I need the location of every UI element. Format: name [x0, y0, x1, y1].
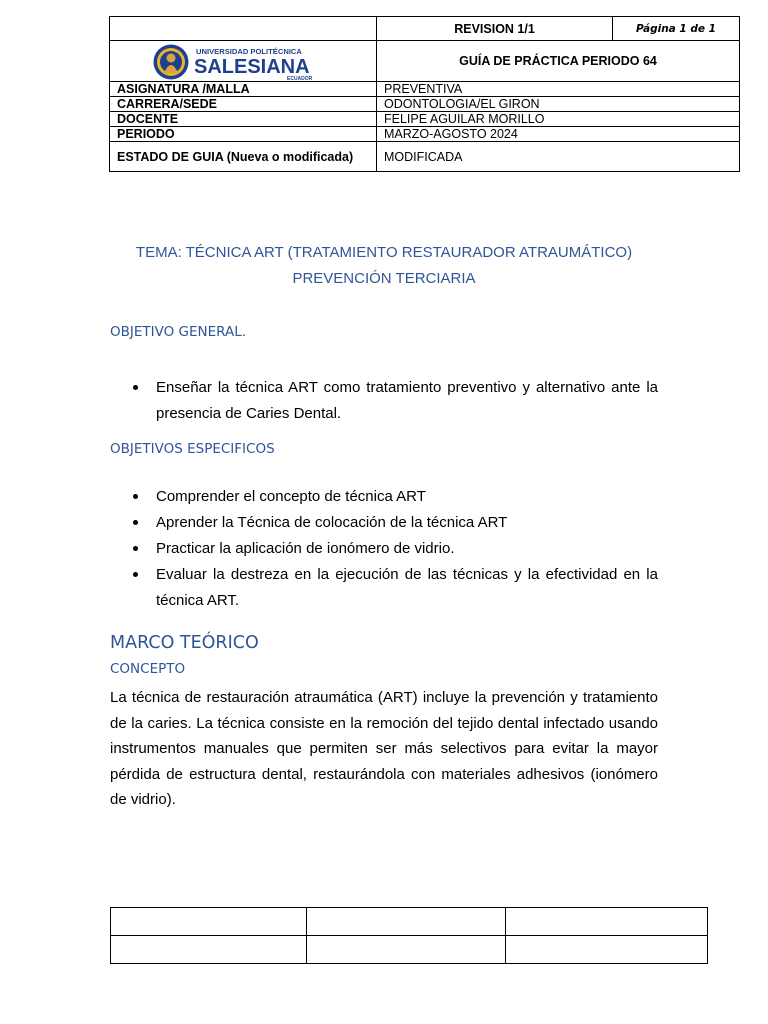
logo-line3: ECUADOR: [287, 76, 313, 81]
table-cell: [307, 908, 506, 936]
row-value-estado: MODIFICADA: [377, 142, 740, 172]
tema-line2: PREVENCIÓN TERCIARIA: [292, 270, 476, 287]
logo-line1: UNIVERSIDAD POLITÉCNICA: [196, 47, 302, 56]
table-cell: [111, 936, 307, 964]
table-cell: [307, 936, 506, 964]
revision-label: REVISION 1/1: [377, 17, 613, 41]
concepto-heading: CONCEPTO: [110, 661, 186, 677]
concepto-paragraph: La técnica de restauración atraumática (ART) incluye la prevención y tratamiento de la caries. La técnica consiste en la remoción del tejido dental infectado usando instrumentos manuales que permiten ser más selectivos para evitar la mayor pérdida de estructura dental, restaurándola con materiales adhesivos (ionómero de vidrio).: [110, 689, 658, 808]
bottom-table: [110, 907, 708, 964]
row-value-carrera: ODONTOLOGIA/EL GIRON: [377, 97, 740, 112]
list-item: Practicar la aplicación de ionómero de vidrio.: [110, 536, 658, 562]
list-item: Comprender el concepto de técnica ART: [110, 484, 658, 510]
table-cell: [506, 908, 708, 936]
row-value-docente: FELIPE AGUILAR MORILLO: [377, 112, 740, 127]
list-item: Evaluar la destreza en la ejecución de las técnicas y la efectividad en la técnica ART.: [110, 562, 658, 614]
objetivos-especificos-heading: OBJETIVOS ESPECIFICOS: [110, 441, 275, 457]
row-label-docente: DOCENTE: [110, 112, 377, 127]
list-item: Enseñar la técnica ART como tratamiento preventivo y alternativo ante la presencia de Caries Dental.: [110, 375, 658, 427]
logo-line2: SALESIANA: [194, 56, 310, 78]
marco-teorico-heading: MARCO TEÓRICO: [110, 633, 259, 653]
salesian-seal-icon: [154, 45, 189, 80]
row-value-periodo: MARZO-AGOSTO 2024: [377, 127, 740, 142]
header-empty-cell: [110, 17, 377, 41]
row-value-asignatura: PREVENTIVA: [377, 82, 740, 97]
row-label-asignatura: ASIGNATURA /MALLA: [110, 82, 377, 97]
table-cell: [506, 936, 708, 964]
row-label-carrera: CARRERA/SEDE: [110, 97, 377, 112]
guide-title: GUÍA DE PRÁCTICA PERIODO 64: [377, 41, 740, 82]
university-logo: [152, 43, 318, 81]
logo-cell: [110, 41, 377, 82]
objetivo-general-list: [110, 375, 658, 427]
objetivos-especificos-list: [110, 484, 658, 614]
tema-line1: TEMA: TÉCNICA ART (TRATAMIENTO RESTAURADOR ATRAUMÁTICO): [135, 244, 633, 261]
row-label-estado: ESTADO DE GUIA (Nueva o modificada): [110, 142, 377, 172]
table-cell: [111, 908, 307, 936]
objetivo-general-heading: OBJETIVO GENERAL.: [110, 324, 247, 340]
page-number: Página 1 de 1: [613, 17, 740, 41]
list-item: Aprender la Técnica de colocación de la técnica ART: [110, 510, 658, 536]
header-table: [109, 16, 740, 172]
row-label-periodo: PERIODO: [110, 127, 377, 142]
